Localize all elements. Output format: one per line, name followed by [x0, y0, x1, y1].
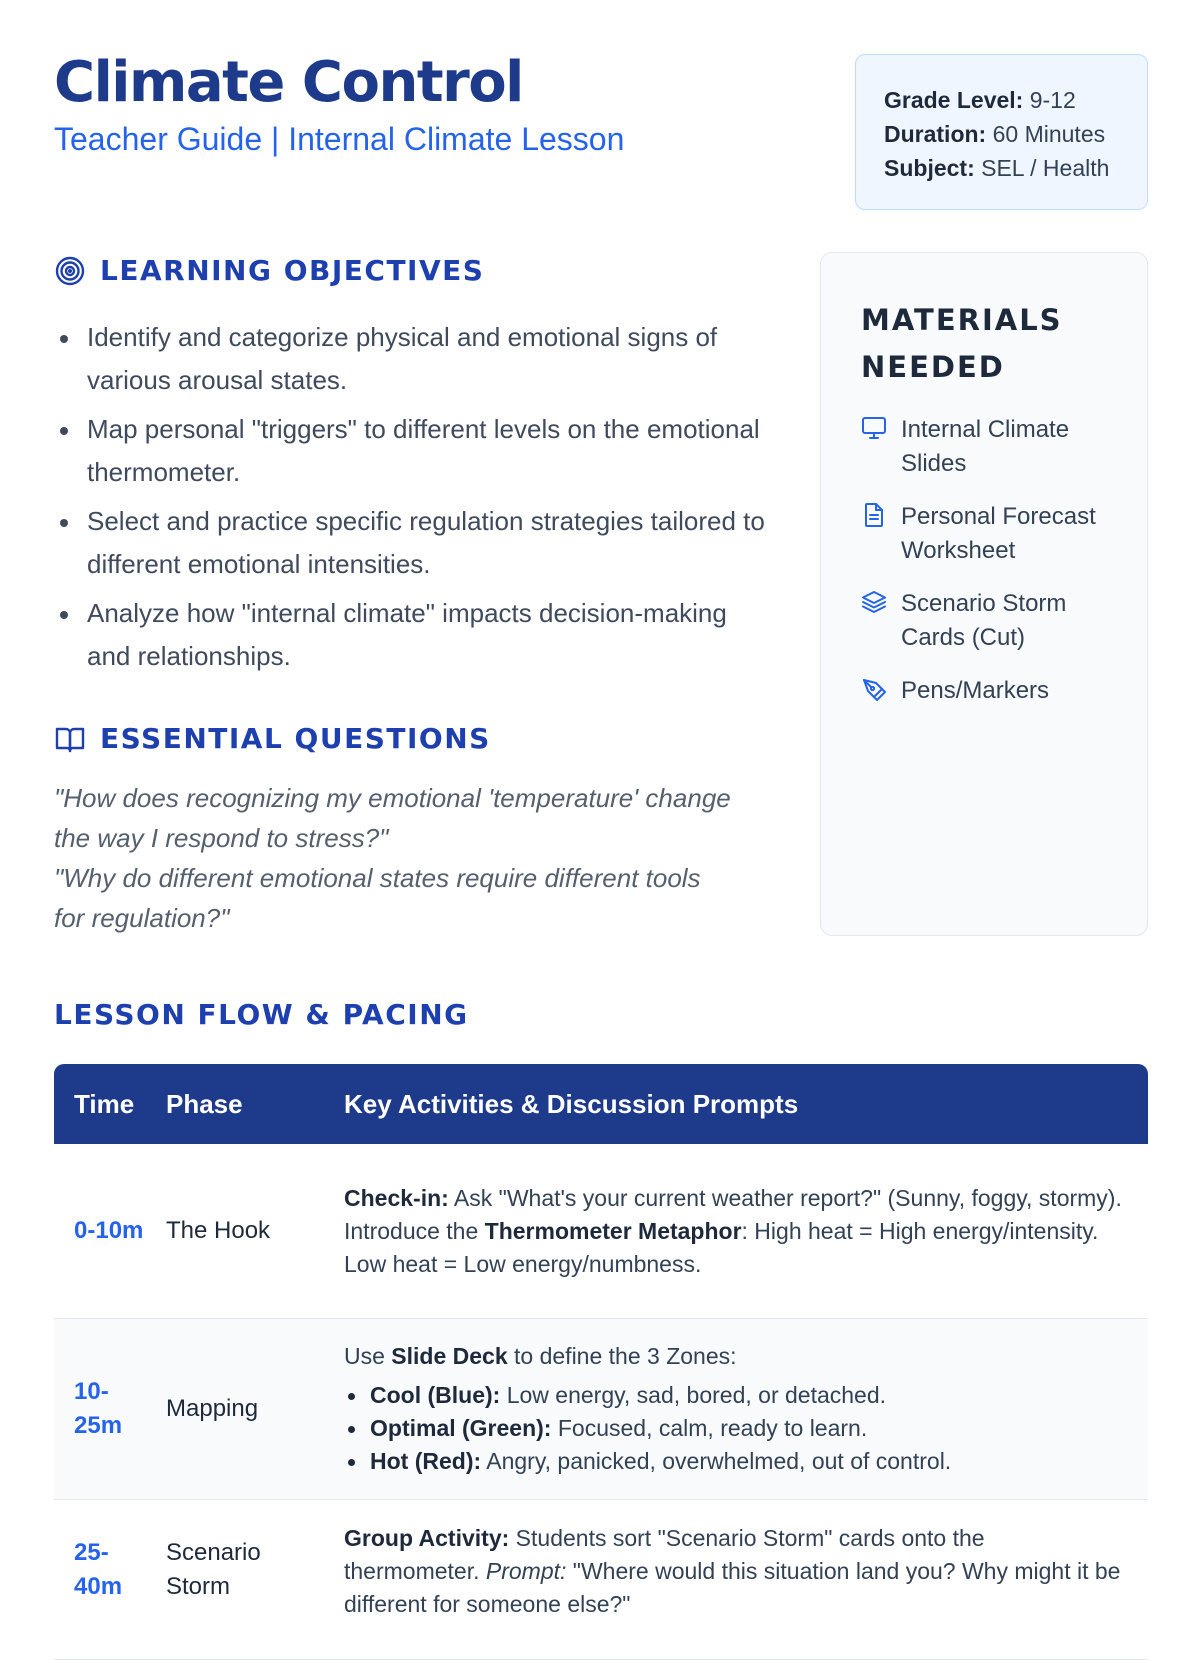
materials-title: MATERIALS NEEDED — [861, 303, 1063, 384]
objectives-heading: LEARNING OBJECTIVES — [54, 254, 484, 287]
table-row — [54, 1319, 1148, 1500]
list-item: Cool (Blue): Low energy, sad, bored, or detached. — [344, 1379, 1124, 1412]
material-item: Scenario Storm Cards (Cut) — [861, 587, 1121, 655]
list-item: Analyze how "internal climate" impacts decision-making and relationships. — [54, 592, 774, 678]
layers-icon — [861, 589, 887, 615]
list-item: Optimal (Green): Focused, calm, ready to learn. — [344, 1412, 1124, 1445]
document-icon — [861, 502, 887, 528]
table-row — [54, 1144, 1148, 1319]
material-item: Personal Forecast Worksheet — [861, 500, 1121, 568]
time-cell: 25-40m — [74, 1539, 123, 1600]
page-subtitle: Teacher Guide | Internal Climate Lesson — [54, 120, 625, 157]
activities-cell: Check-in: Ask "What's your current weather report?" (Sunny, foggy, stormy). Introduce the Thermometer Metaphor: High heat = High energy/intensity. Low heat = Low energy/numbness. — [344, 1184, 1122, 1277]
objectives-list — [54, 316, 774, 684]
table-header — [54, 1064, 1148, 1144]
page-header — [54, 52, 754, 157]
lesson-flow-table — [54, 1064, 1148, 1660]
list-item: Map personal "triggers" to different levels on the emotional thermometer. — [54, 408, 774, 494]
list-item: Identify and categorize physical and emotional signs of various arousal states. — [54, 316, 774, 402]
duration: Duration: 60 Minutes — [884, 121, 1106, 147]
time-cell: 0-10m — [74, 1217, 144, 1244]
activities-cell: Group Activity: Students sort "Scenario Storm" cards onto the thermometer. Prompt: "Where would this situation land you? Why might it be different for someone else?" — [344, 1525, 1121, 1617]
activities-cell: Use Slide Deck to define the 3 Zones: Cool (Blue): Low energy, sad, bored, or detached. Optimal (Green): Focused, calm, ready to learn. Hot (Red): Angry, panicked, overwhelmed, out of control. — [344, 1340, 1148, 1478]
list-item: Hot (Red): Angry, panicked, overwhelmed, out of control. — [344, 1445, 1124, 1478]
pen-icon — [861, 676, 887, 702]
target-icon — [54, 255, 86, 287]
lesson-meta-box — [855, 54, 1148, 210]
monitor-icon — [861, 415, 887, 441]
zones-list — [344, 1379, 1124, 1478]
page-title: Climate Control — [54, 50, 523, 115]
grade-level: Grade Level: 9-12 — [884, 87, 1076, 113]
column-header-time: Time — [74, 1088, 135, 1119]
question-2: "Why do different emotional states require different tools for regulation?" — [54, 863, 701, 933]
subject: Subject: SEL / Health — [884, 155, 1110, 181]
essential-questions — [54, 778, 734, 938]
list-item: Select and practice specific regulation strategies tailored to different emotional intensities. — [54, 500, 774, 586]
column-header-phase: Phase — [166, 1088, 243, 1119]
questions-heading: ESSENTIAL QUESTIONS — [54, 722, 491, 755]
material-item: Internal Climate Slides — [861, 413, 1121, 481]
phase-cell: Mapping — [166, 1395, 259, 1422]
phase-cell: Scenario Storm — [166, 1539, 261, 1600]
question-1: "How does recognizing my emotional 'temperature' change the way I respond to stress?" — [54, 783, 731, 853]
lesson-flow-heading: LESSON FLOW & PACING — [54, 998, 469, 1031]
time-cell: 10-25m — [74, 1378, 123, 1439]
phase-cell: The Hook — [166, 1217, 271, 1244]
materials-panel — [820, 252, 1148, 936]
column-header-activities: Key Activities & Discussion Prompts — [344, 1088, 799, 1119]
book-open-icon — [54, 723, 86, 755]
table-row — [54, 1500, 1148, 1660]
material-item: Pens/Markers — [861, 674, 1121, 708]
